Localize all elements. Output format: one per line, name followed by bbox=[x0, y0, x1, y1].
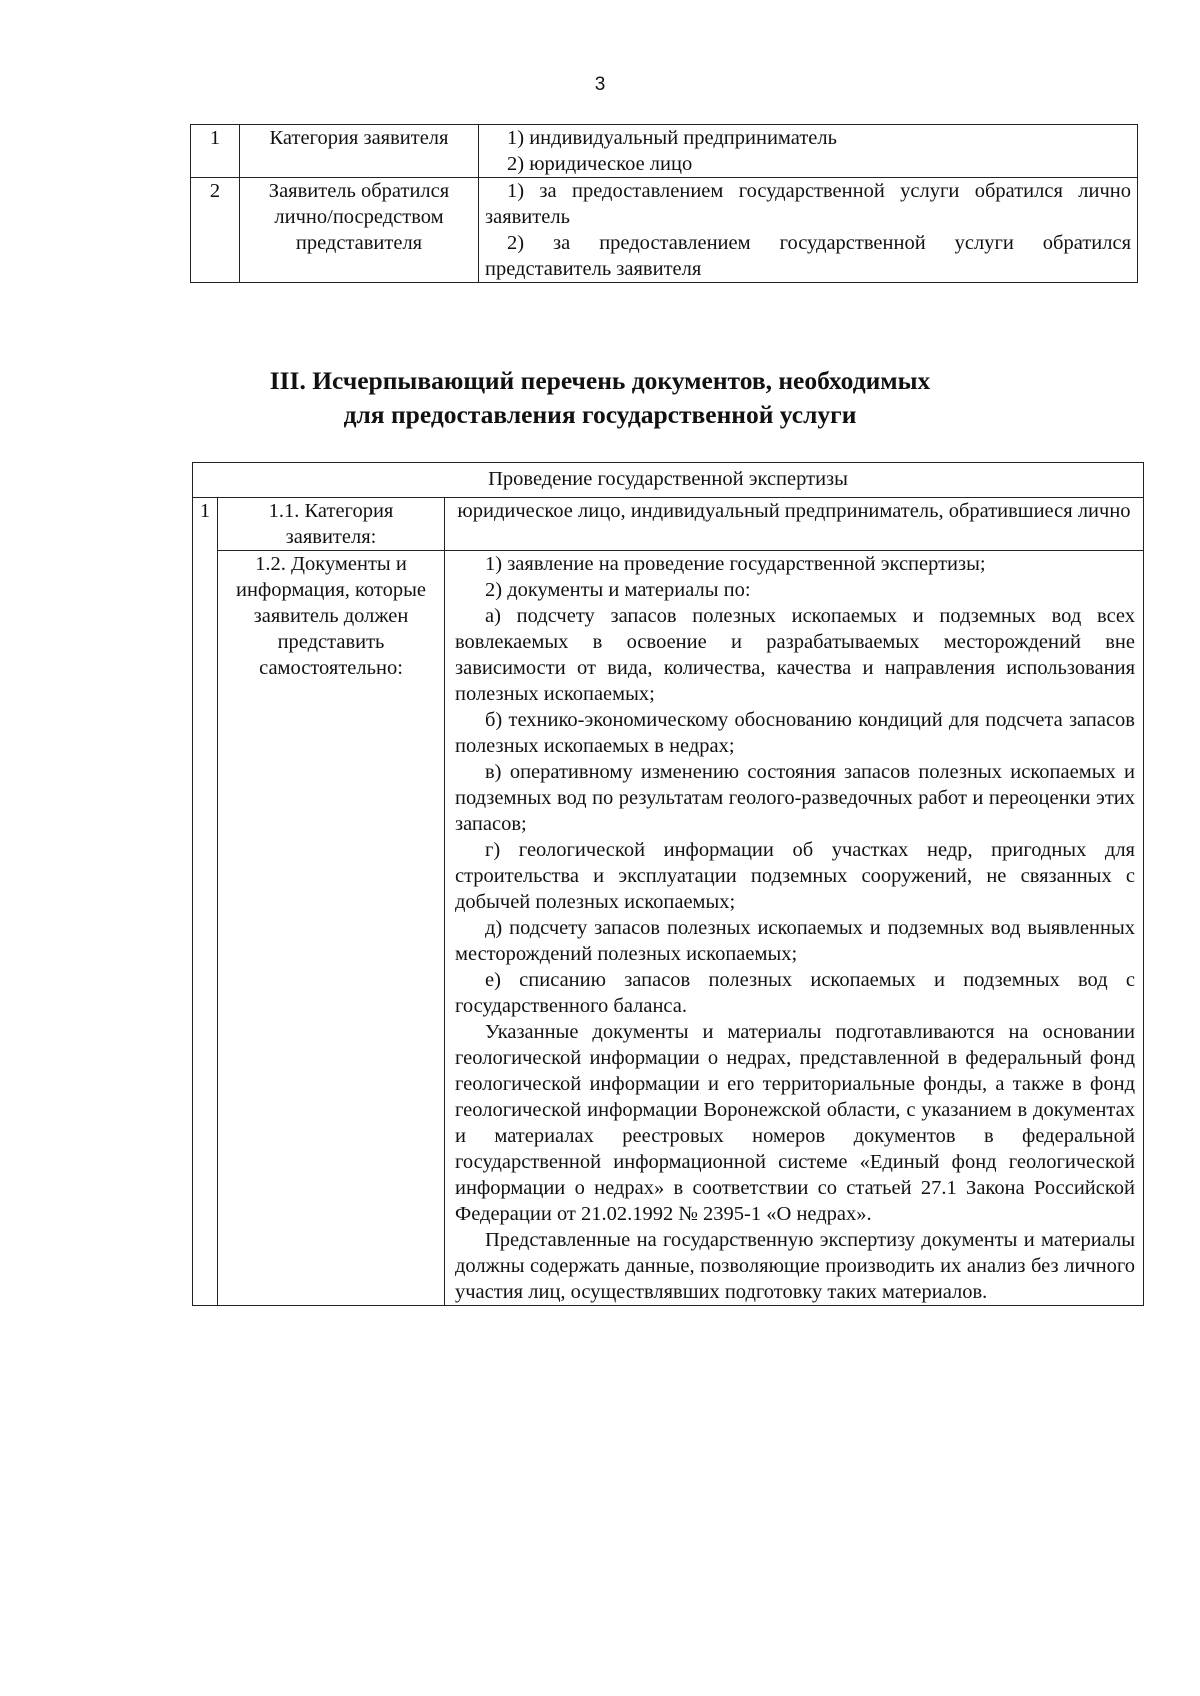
row-value: 2) за предоставлением государственной услуги обратился представитель заявителя bbox=[485, 232, 1131, 280]
row-value: 2) юридическое лицо bbox=[507, 153, 693, 175]
row-number: 1 bbox=[193, 498, 218, 1306]
paragraph: б) технико-экономическому обоснованию кондиций для подсчета запасов полезных ископаемых в недрах; bbox=[455, 709, 1135, 757]
table-header: Проведение государственной экспертизы bbox=[193, 463, 1144, 498]
paragraph: г) геологической информации об участках недр, пригодных для строительства и эксплуатации подземных сооружений, не связанных с добычей полезных ископаемых; bbox=[455, 839, 1135, 913]
row-key: 1.1. Категория заявителя: bbox=[218, 498, 445, 551]
paragraph: д) подсчету запасов полезных ископаемых и подземных вод выявленных месторождений полезных ископаемых; bbox=[455, 917, 1135, 965]
section-heading bbox=[0, 364, 1200, 432]
paragraph: 2) документы и материалы по: bbox=[485, 579, 751, 601]
paragraph: Указанные документы и материалы подготавливаются на основании геологической информации о недрах, представленной в федеральный фонд геологической информации и его территориальные фонды, а также в фонд геологической информации Воронежской области, с указанием в документах и материалах реестровых номеров документов в федеральной государственной информационной системе «Единый фонд геологической информации о недрах» в соответствии со статьей 27.1 Закона Российской Федерации от 21.02.1992 № 2395-1 «О недрах». bbox=[455, 1021, 1135, 1225]
row-values bbox=[479, 125, 1138, 178]
row-values bbox=[445, 551, 1144, 1306]
paragraph: в) оперативному изменению состояния запасов полезных ископаемых и подземных вод по результатам геолого-разведочных работ и переоценки этих запасов; bbox=[455, 761, 1135, 835]
paragraph: е) списанию запасов полезных ископаемых и подземных вод с государственного баланса. bbox=[455, 969, 1135, 1017]
row-value: юридическое лицо, индивидуальный предприниматель, обратившиеся лично bbox=[445, 498, 1144, 551]
table-row bbox=[193, 498, 1144, 551]
page-number: 3 bbox=[594, 74, 606, 95]
paragraph: а) подсчету запасов полезных ископаемых и подземных вод всех вовлекаемых в освоение и разрабатываемых месторождений вне зависимости от вида, количества, качества и направления использования полезных ископаемых; bbox=[455, 605, 1135, 705]
table-row bbox=[191, 125, 1138, 178]
row-value: 1) за предоставлением государственной услуги обратился лично заявитель bbox=[485, 180, 1131, 228]
table-row bbox=[191, 178, 1138, 283]
row-key: Заявитель обратился лично/посредством представителя bbox=[240, 178, 479, 283]
paragraph: Представленные на государственную экспертизу документы и материалы должны содержать данные, позволяющие производить их анализ без личного участия лиц, осуществлявших подготовку таких материалов. bbox=[455, 1229, 1135, 1303]
table-header-row bbox=[193, 463, 1144, 498]
section-heading-line: III. Исчерпывающий перечень документов, необходимых bbox=[269, 366, 931, 395]
section-heading-line: для предоставления государственной услуги bbox=[343, 400, 857, 429]
row-number: 1 bbox=[191, 125, 240, 178]
row-number: 2 bbox=[191, 178, 240, 283]
row-key: 1.2. Документы и информация, которые заявитель должен представить самостоятельно: bbox=[218, 551, 445, 1306]
row-key: Категория заявителя bbox=[240, 125, 479, 178]
paragraph: 1) заявление на проведение государственной экспертизы; bbox=[485, 553, 986, 575]
table-row bbox=[193, 551, 1144, 1306]
row-values bbox=[479, 178, 1138, 283]
documents-table bbox=[192, 462, 1144, 1306]
row-value: 1) индивидуальный предприниматель bbox=[507, 127, 837, 149]
applicant-category-table bbox=[190, 124, 1138, 283]
